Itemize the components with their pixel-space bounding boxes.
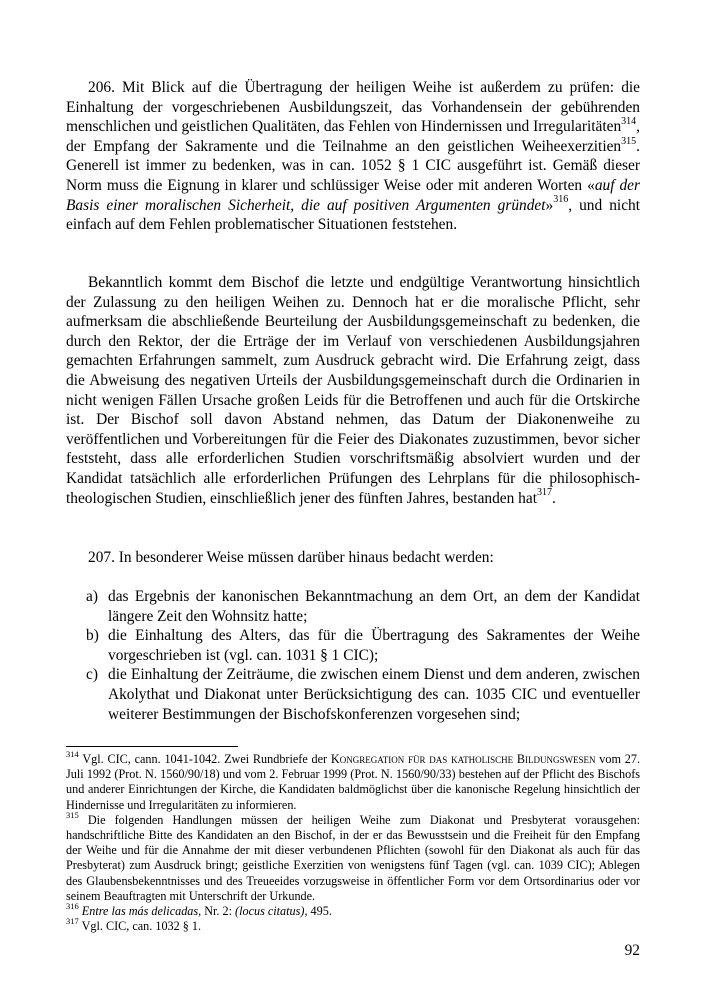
list-marker: c) [86, 666, 98, 684]
footnotes [66, 748, 641, 934]
list-item-text: die Einhaltung der Zeiträume, die zwischen einem Dienst und dem anderen, zwischen Akolythat und Diakonat unter Berücksichtigung des can. 1035 CIC und eventueller weiterer Bestimmungen der Bischofskonferenzen vorgesehen sind; [108, 666, 640, 723]
footnote-number: 314 [66, 748, 79, 759]
footnote-314 [66, 748, 641, 813]
list-marker: b) [86, 627, 99, 645]
footnote-text: , 495. [304, 904, 332, 919]
footnote-315 [66, 809, 640, 904]
citation-locus: (locus citatus) [235, 904, 305, 919]
list-item [66, 587, 640, 626]
page-number: 92 [624, 942, 640, 959]
list-item-text: das Ergebnis der kanonischen Bekanntmachung an dem Ort, an dem der Kandidat längere Zeit den Wohnsitz hatte; [108, 588, 640, 625]
paragraph-text: . [552, 489, 556, 507]
footnote-text: vom 27. Juli 1992 (Prot. N. 1560/90/18) und vom 2. Februar 1999 (Prot. N. 1560/90/33) bestehen auf der Pflicht des Bischofs und anderer Einrichtungen der Kirche, die Kandidaten baldmöglichst über die kanonische Regelung hinsichtlich der Hindernisse und Irregularitäten zu informieren. [66, 752, 641, 812]
paragraph-bischof [66, 273, 640, 508]
footnote-316 [66, 900, 640, 919]
paragraph-text: 207. In besonderer Weise müssen darüber hinaus bedacht werden: [88, 549, 494, 566]
list-marker: a) [86, 588, 98, 605]
paragraph-207 [66, 548, 640, 568]
paragraph-206 [66, 78, 640, 235]
footnote-text: Vgl. CIC, cann. 1041-1042. Zwei Rundbriefe der [78, 752, 331, 766]
footnote-ref-317[interactable]: 317 [537, 487, 552, 499]
footnote-ref-314[interactable]: 314 [621, 116, 637, 128]
quotation-italic: auf der Basis einer moralischen Sicherheit, die auf positiven Argumenten gründet [66, 176, 641, 214]
footnote-text: Vgl. CIC, can. 1032 § 1. [78, 919, 202, 934]
footnote-ref-315[interactable]: 315 [621, 135, 637, 147]
footnote-divider [66, 746, 238, 747]
footnote-317 [66, 916, 640, 934]
list-item [66, 626, 640, 665]
requirements-list [66, 587, 640, 724]
footnote-number: 315 [66, 809, 79, 820]
paragraph-text: Bekanntlich kommt dem Bischof die letzte und endgültige Verantwortung hinsichtlich der Zulassung zu den heiligen Weihen zu. Dennoch hat er die moralische Pflicht, sehr aufmerksam die abschließende Beurteilung der Ausbildungsgemeinschaft zu bedenken, die durch den Rektor, der die Erträge der im Verlauf von verschiedenen Ausbildungsjahren gemachten Erfahrungen sammelt, zum Ausdruck gebracht wird. Die Erfahrung zeigt, dass die Abweisung des negativen Urteils der Ausbildungsgemeinschaft durch die Ordinarien in nicht wenigen Fällen Ursache großen Leids für die Betroffenen und auch für die Ortskirche ist. Der Bischof soll davon Abstand nehmen, das Datum der Diakonenweihe zu veröffentlichen und Vorbereitungen für die Feier des Diakonates zuzustimmen, bevor sicher feststeht, dass alle erforderlichen Studien vorschriftsmäßig absolviert wurden und der Kandidat tatsächlich alle erforderlichen Prüfungen des Lehrplans für die philosophisch-theologischen Studien, einschließlich jener des fünften Jahres, bestanden hat [66, 274, 640, 507]
footnote-ref-316[interactable]: 316 [553, 194, 569, 206]
list-item [66, 665, 640, 724]
paragraph-text: . Generell ist immer zu bedenken, was in can. 1052 § 1 CIC ausgeführt ist. Gemäß dieser Norm muss die Eignung in klarer und schlüssiger Weise oder mit anderen Worten « [66, 137, 640, 194]
paragraph-text: » [545, 196, 554, 214]
footnote-number: 317 [66, 916, 79, 927]
list-item-text: die Einhaltung des Alters, das für die Übertragung des Sakramentes der Weihe vorgeschrieben ist (vgl. can. 1031 § 1 CIC); [108, 627, 640, 664]
citation-title: Entre las más delicadas [81, 904, 199, 919]
footnote-text: Die folgenden Handlungen müssen der heiligen Weihe zum Diakonat und Presbyterat vorausgehen: handschriftliche Bitte des Kandidaten an den Bischof, in der er das Bewusstsein und die Freiheit für den Empfang der Weihe und für die Annahme der mit dieser verbundenen Pflichten (sowohl für den Diakonat als auch für das Presbyterat) zum Ausdruck bringt; geistliche Exerzitien von wenigstens fünf Tagen (vgl. can. 1039 CIC); Ablegen des Glaubensbekenntnisses und des Treueeides vorzugsweise in öffentlicher Form vor dem Ortsordinarius oder vor seinem Beauftragten mit Unterschrift der Urkunde. [66, 812, 640, 903]
paragraph-text: , und nicht einfach auf dem Fehlen problematischer Situationen feststehen. [66, 196, 640, 234]
paragraph-text: , der Empfang der Sakramente und die Teilnahme an den geistlichen Weiheexerzitien [66, 118, 640, 155]
footnote-text: , Nr. 2: [198, 904, 236, 919]
footnote-number: 316 [66, 900, 79, 911]
institution-name: Kongregation für das katholische Bildungswesen [330, 752, 596, 766]
paragraph-text: 206. Mit Blick auf die Übertragung der heiligen Weihe ist außerdem zu prüfen: die Einhaltung der vorgeschriebenen Ausbildungszeit, das Vorhandensein der gebührenden menschlichen und geistlichen Qualitäten, das Fehlen von Hindernissen und Irregularitäten [66, 79, 640, 136]
